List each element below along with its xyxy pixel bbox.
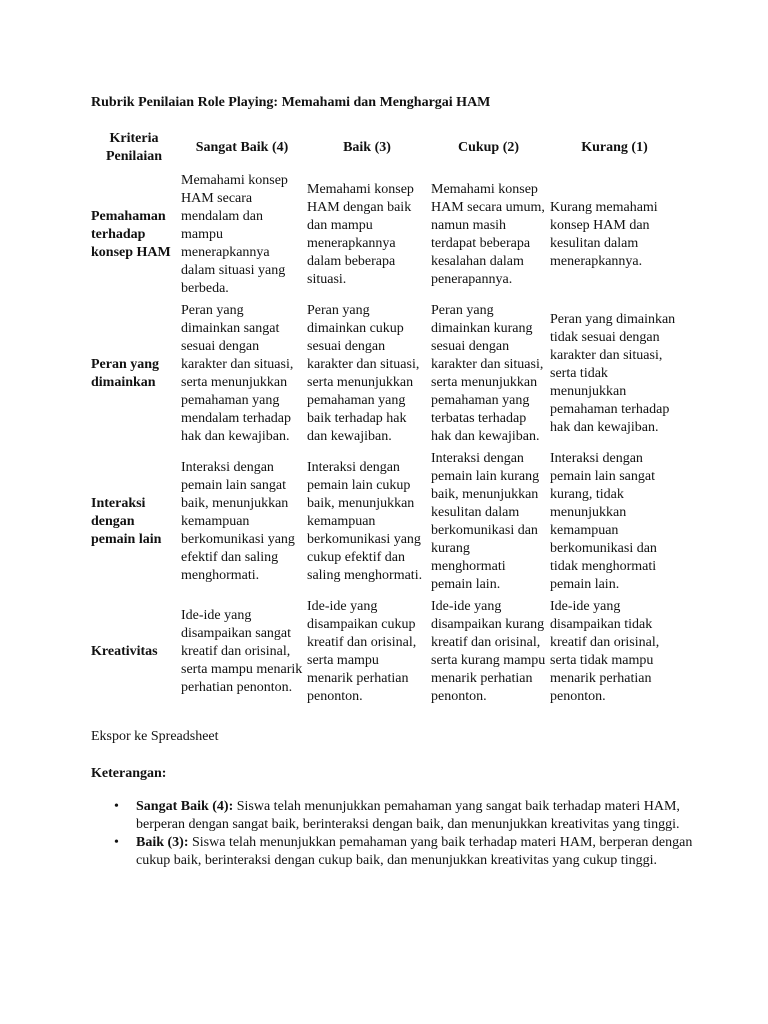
criterion-cell: Pemahaman terhadap konsep HAM <box>91 209 171 260</box>
legend-term: Sangat Baik (4): <box>136 799 234 814</box>
table-row <box>89 170 681 300</box>
page-title: Rubrik Penilaian Role Playing: Memahami dan Menghargai HAM <box>91 95 491 110</box>
legend-desc: Siswa telah menunjukkan pemahaman yang baik terhadap materi HAM, berperan dengan cukup baik, berinteraksi dengan cukup baik, dan menunjukkan kreativitas yang cukup tinggi. <box>136 835 693 868</box>
header-criteria: Kriteria Penilaian <box>105 131 162 164</box>
table-cell: Ide-ide yang disampaikan sangat kreatif dan orisinal, serta mampu menarik perhatian penonton. <box>181 608 303 695</box>
table-cell: Memahami konsep HAM secara umum, namun masih terdapat beberapa kesalahan dalam penerapannya. <box>431 182 545 287</box>
header-cukup: Cukup (2) <box>457 140 520 155</box>
header-baik: Baik (3) <box>343 140 391 155</box>
table-cell: Memahami konsep HAM dengan baik dan mampu menerapkannya dalam beberapa situasi. <box>307 182 414 287</box>
list-item <box>114 798 726 834</box>
table-header-row <box>89 126 681 170</box>
legend-desc: Siswa telah menunjukkan pemahaman yang sangat baik terhadap materi HAM, berperan dengan sangat baik, berinteraksi dengan baik, dan menunjukkan kreativitas yang tinggi. <box>136 799 680 832</box>
table-cell: Peran yang dimainkan tidak sesuai dengan karakter dan situasi, serta tidak menunjukkan pemahaman terhadap hak dan kewajiban. <box>550 312 676 435</box>
table-cell: Ide-ide yang disampaikan cukup kreatif dan orisinal, serta mampu menarik perhatian penonton. <box>307 599 417 704</box>
table-row <box>89 300 681 448</box>
table-row <box>89 596 681 708</box>
rubric-table <box>89 126 681 708</box>
table-cell: Interaksi dengan pemain lain kurang baik, menunjukkan kesulitan dalam berkomunikasi dan kurang menghormati pemain lain. <box>431 451 540 592</box>
table-cell: Peran yang dimainkan cukup sesuai dengan karakter dan situasi, serta menunjukkan pemahaman yang baik terhadap hak dan kewajiban. <box>307 303 420 444</box>
table-row <box>89 448 681 596</box>
criterion-cell: Interaksi dengan pemain lain <box>91 496 162 547</box>
table-cell: Interaksi dengan pemain lain cukup baik, menunjukkan kemampuan berkomunikasi yang cukup efektif dan saling menghormati. <box>307 460 423 583</box>
legend-term: Baik (3): <box>136 835 189 850</box>
table-cell: Interaksi dengan pemain lain sangat kurang, tidak menunjukkan kemampuan berkomunikasi dan tidak menghormati pemain lain. <box>550 451 657 592</box>
table-cell: Interaksi dengan pemain lain sangat baik, menunjukkan kemampuan berkomunikasi yang efektif dan saling menghormati. <box>181 460 295 583</box>
table-cell: Memahami konsep HAM secara mendalam dan mampu menerapkannya dalam situasi yang berbeda. <box>181 173 288 296</box>
export-spreadsheet-link[interactable]: Ekspor ke Spreadsheet <box>91 729 219 744</box>
bullet-icon: • <box>114 835 119 850</box>
criterion-cell: Kreativitas <box>91 644 158 659</box>
header-sangat-baik: Sangat Baik (4) <box>195 140 289 155</box>
table-cell: Kurang memahami konsep HAM dan kesulitan dalam menerapkannya. <box>550 200 658 269</box>
header-kurang: Kurang (1) <box>581 140 648 155</box>
list-item <box>114 834 726 870</box>
table-cell: Ide-ide yang disampaikan tidak kreatif dan orisinal, serta tidak mampu menarik perhatian penonton. <box>550 599 660 704</box>
legend-heading: Keterangan: <box>91 766 167 781</box>
bullet-icon: • <box>114 799 119 814</box>
criterion-cell: Peran yang dimainkan <box>91 357 160 390</box>
table-cell: Peran yang dimainkan sangat sesuai dengan karakter dan situasi, serta menunjukkan pemahaman yang mendalam terhadap hak dan kewajiban. <box>181 303 294 444</box>
table-cell: Peran yang dimainkan kurang sesuai dengan karakter dan situasi, serta menunjukkan pemahaman yang terbatas terhadap hak dan kewajiban. <box>431 303 544 444</box>
table-cell: Ide-ide yang disampaikan kurang kreatif dan orisinal, serta kurang mampu menarik perhatian penonton. <box>431 599 546 704</box>
legend-list <box>91 798 726 870</box>
